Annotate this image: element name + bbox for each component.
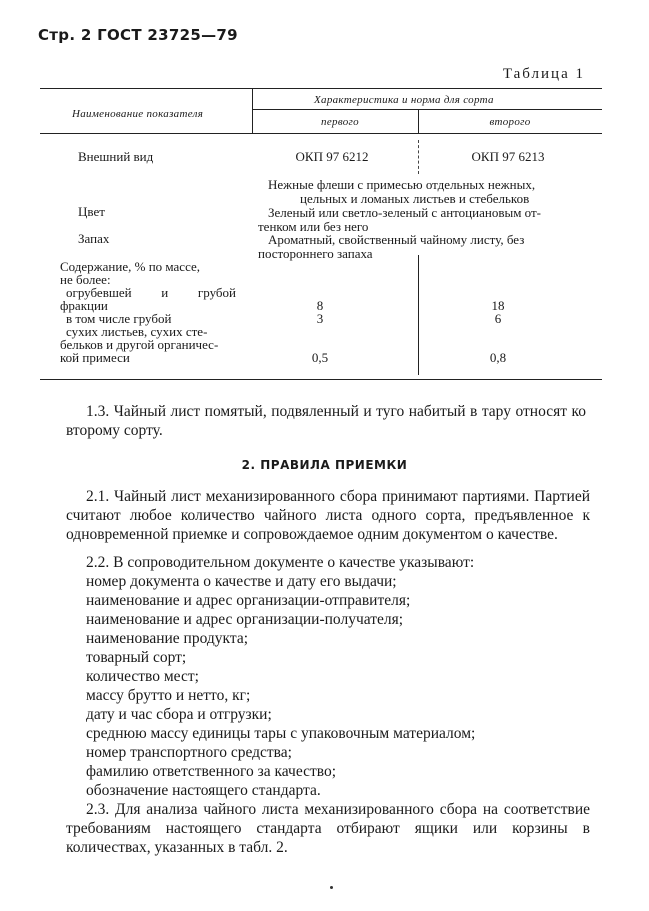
page-header: Стр. 2 ГОСТ 23725—79: [38, 26, 238, 44]
table-group-rule: [252, 109, 602, 110]
cell-value: тенком или без него: [258, 219, 369, 234]
list-item: товарный сорт;: [86, 649, 187, 666]
table-col-divider: [418, 255, 419, 375]
table-header-rule: [40, 133, 602, 134]
table-bottom-rule: [40, 379, 602, 380]
value-second: 6: [494, 311, 502, 326]
row-label: Внешний вид: [78, 149, 154, 164]
scan-speck: [330, 886, 333, 889]
row-label: не более:: [60, 272, 111, 287]
table-col-divider: [418, 140, 419, 174]
table-col-divider: [252, 88, 253, 133]
paragraph-1-3: 1.3. Чайный лист помятый, подвяленный и туго набитый в тару относят ко второму сорту.: [66, 403, 586, 439]
row-label: бельков и другой органичес-: [60, 337, 219, 352]
table-caption: Таблица 1: [502, 66, 585, 82]
list-item: наименование и адрес организации-получателя;: [86, 611, 404, 628]
value-second: 18: [491, 298, 505, 313]
cell-value: Нежные флеши с примесью отдельных нежных,: [268, 177, 536, 192]
cell-value: цельных и ломаных листьев и стебельков: [300, 191, 530, 206]
list-item: массу брутто и нетто, кг;: [86, 687, 251, 704]
row-label: кой примеси: [60, 350, 130, 365]
okp-code-first: ОКП 97 6212: [295, 149, 369, 164]
paragraph-2-2-intro: 2.2. В сопроводительном документе о качестве указывают:: [86, 554, 475, 571]
list-item: среднюю массу единицы тары с упаковочным материалом;: [86, 725, 476, 742]
okp-code-second: ОКП 97 6213: [471, 149, 545, 164]
cell-value: постороннего запаха: [258, 246, 373, 261]
list-item: фамилию ответственного за качество;: [86, 763, 337, 780]
list-item: номер транспортного средства;: [86, 744, 292, 761]
value-first: 3: [316, 311, 324, 326]
row-label: Содержание, % по массе,: [60, 259, 201, 274]
paragraph-2-3: 2.3. Для анализа чайного листа механизированного сбора на соответствие требованиям настоящего стандарта отбирают ящики или корзины в количествах, указанных в табл. 2.: [66, 801, 590, 856]
col-header-second: второго: [489, 116, 531, 128]
col-header-indicator: Наименование показателя: [72, 108, 204, 120]
table-col-divider: [418, 109, 419, 133]
col-header-group: Характеристика и норма для сорта: [314, 94, 494, 106]
row-label: в том числе грубой: [66, 311, 172, 326]
row-label: фракции: [60, 298, 108, 313]
list-item: обозначение настоящего стандарта.: [86, 782, 321, 799]
paragraph-2-1: 2.1. Чайный лист механизированного сбора принимают партиями. Партией считают любое количество чайного листа одного сорта, предъявленное к одновременной приемке и сопровождаемое одним документом о качестве.: [66, 488, 590, 543]
list-item: номер документа о качестве и дату его выдачи;: [86, 573, 397, 590]
row-label: огрубевшей и грубой: [66, 285, 236, 300]
value-first: 8: [316, 298, 324, 313]
list-item: наименование продукта;: [86, 630, 249, 647]
cell-value: Зеленый или светло-зеленый с антоциановым от-: [268, 205, 542, 220]
list-item: дату и час сбора и отгрузки;: [86, 706, 272, 723]
row-label: Цвет: [78, 204, 105, 219]
table-top-rule: [40, 88, 602, 89]
list-item: количество мест;: [86, 668, 199, 685]
list-item: наименование и адрес организации-отправителя;: [86, 592, 411, 609]
col-header-first: первого: [321, 116, 359, 128]
row-label: сухих листьев, сухих сте-: [66, 324, 208, 339]
row-label: Запах: [78, 231, 110, 246]
value-first: 0,5: [311, 350, 329, 365]
value-second: 0,8: [489, 350, 507, 365]
cell-value: Ароматный, свойственный чайному листу, без: [268, 232, 525, 247]
section-title: 2. ПРАВИЛА ПРИЕМКИ: [241, 458, 408, 472]
